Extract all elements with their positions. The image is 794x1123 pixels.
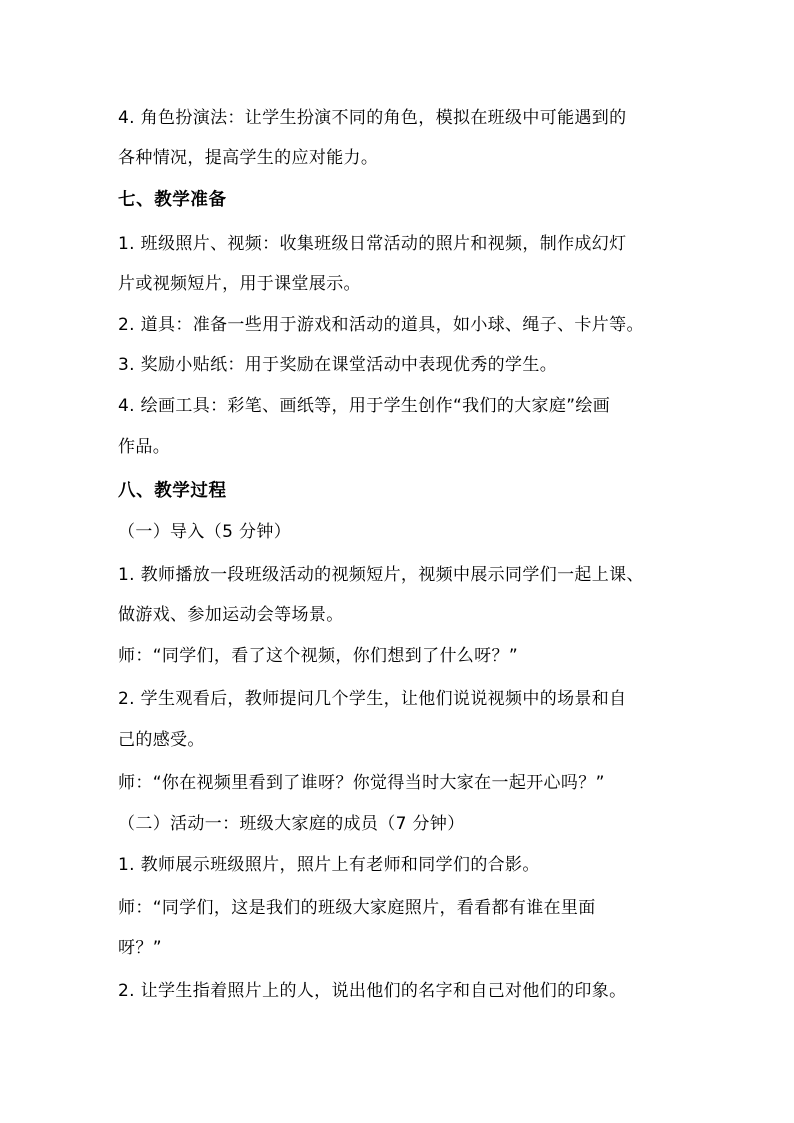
teacher-quote-1: 师：“同学们，看了这个视频，你们想到了什么呀？”: [118, 646, 519, 666]
prep-item-4-line-1: 4. 绘画工具：彩笔、画纸等，用于学生创作“我们的大家庭”绘画: [118, 396, 611, 416]
section-heading-teaching-preparation: 七、教学准备: [118, 190, 227, 210]
section-heading-teaching-process: 八、教学过程: [118, 481, 227, 501]
method-4-line-2: 各种情况，提高学生的应对能力。: [118, 148, 379, 168]
intro-item-2-line-1: 2. 学生观看后，教师提问几个学生，让他们说说视频中的场景和自: [118, 689, 627, 709]
prep-item-3: 3. 奖励小贴纸：用于奖励在课堂活动中表现优秀的学生。: [118, 355, 558, 375]
prep-item-1-line-1: 1. 班级照片、视频：收集班级日常活动的照片和视频，制作成幻灯: [118, 234, 627, 254]
activity-1-item-1: 1. 教师展示班级照片，照片上有老师和同学们的合影。: [118, 855, 540, 875]
intro-item-1-line-1: 1. 教师播放一段班级活动的视频短片，视频中展示同学们一起上课、: [118, 565, 644, 585]
prep-item-4-line-2: 作品。: [118, 437, 171, 457]
teacher-quote-2: 师：“你在视频里看到了谁呀？你觉得当时大家在一起开心吗？”: [118, 773, 605, 793]
method-4-line-1: 4. 角色扮演法：让学生扮演不同的角色，模拟在班级中可能遇到的: [118, 108, 627, 128]
subsection-activity-1: （二）活动一：班级大家庭的成员（7 分钟）: [118, 814, 465, 834]
teacher-quote-3-line-2: 呀？”: [118, 938, 162, 958]
subsection-intro: （一）导入（5 分钟）: [118, 522, 292, 542]
prep-item-1-line-2: 片或视频短片，用于课堂展示。: [118, 274, 361, 294]
intro-item-1-line-2: 做游戏、参加运动会等场景。: [118, 605, 344, 625]
activity-1-item-2: 2. 让学生指着照片上的人，说出他们的名字和自己对他们的印象。: [118, 981, 627, 1001]
prep-item-2: 2. 道具：准备一些用于游戏和活动的道具，如小球、绳子、卡片等。: [118, 315, 644, 335]
teacher-quote-3-line-1: 师：“同学们，这是我们的班级大家庭照片，看看都有谁在里面: [118, 898, 596, 918]
intro-item-2-line-2: 己的感受。: [118, 730, 205, 750]
